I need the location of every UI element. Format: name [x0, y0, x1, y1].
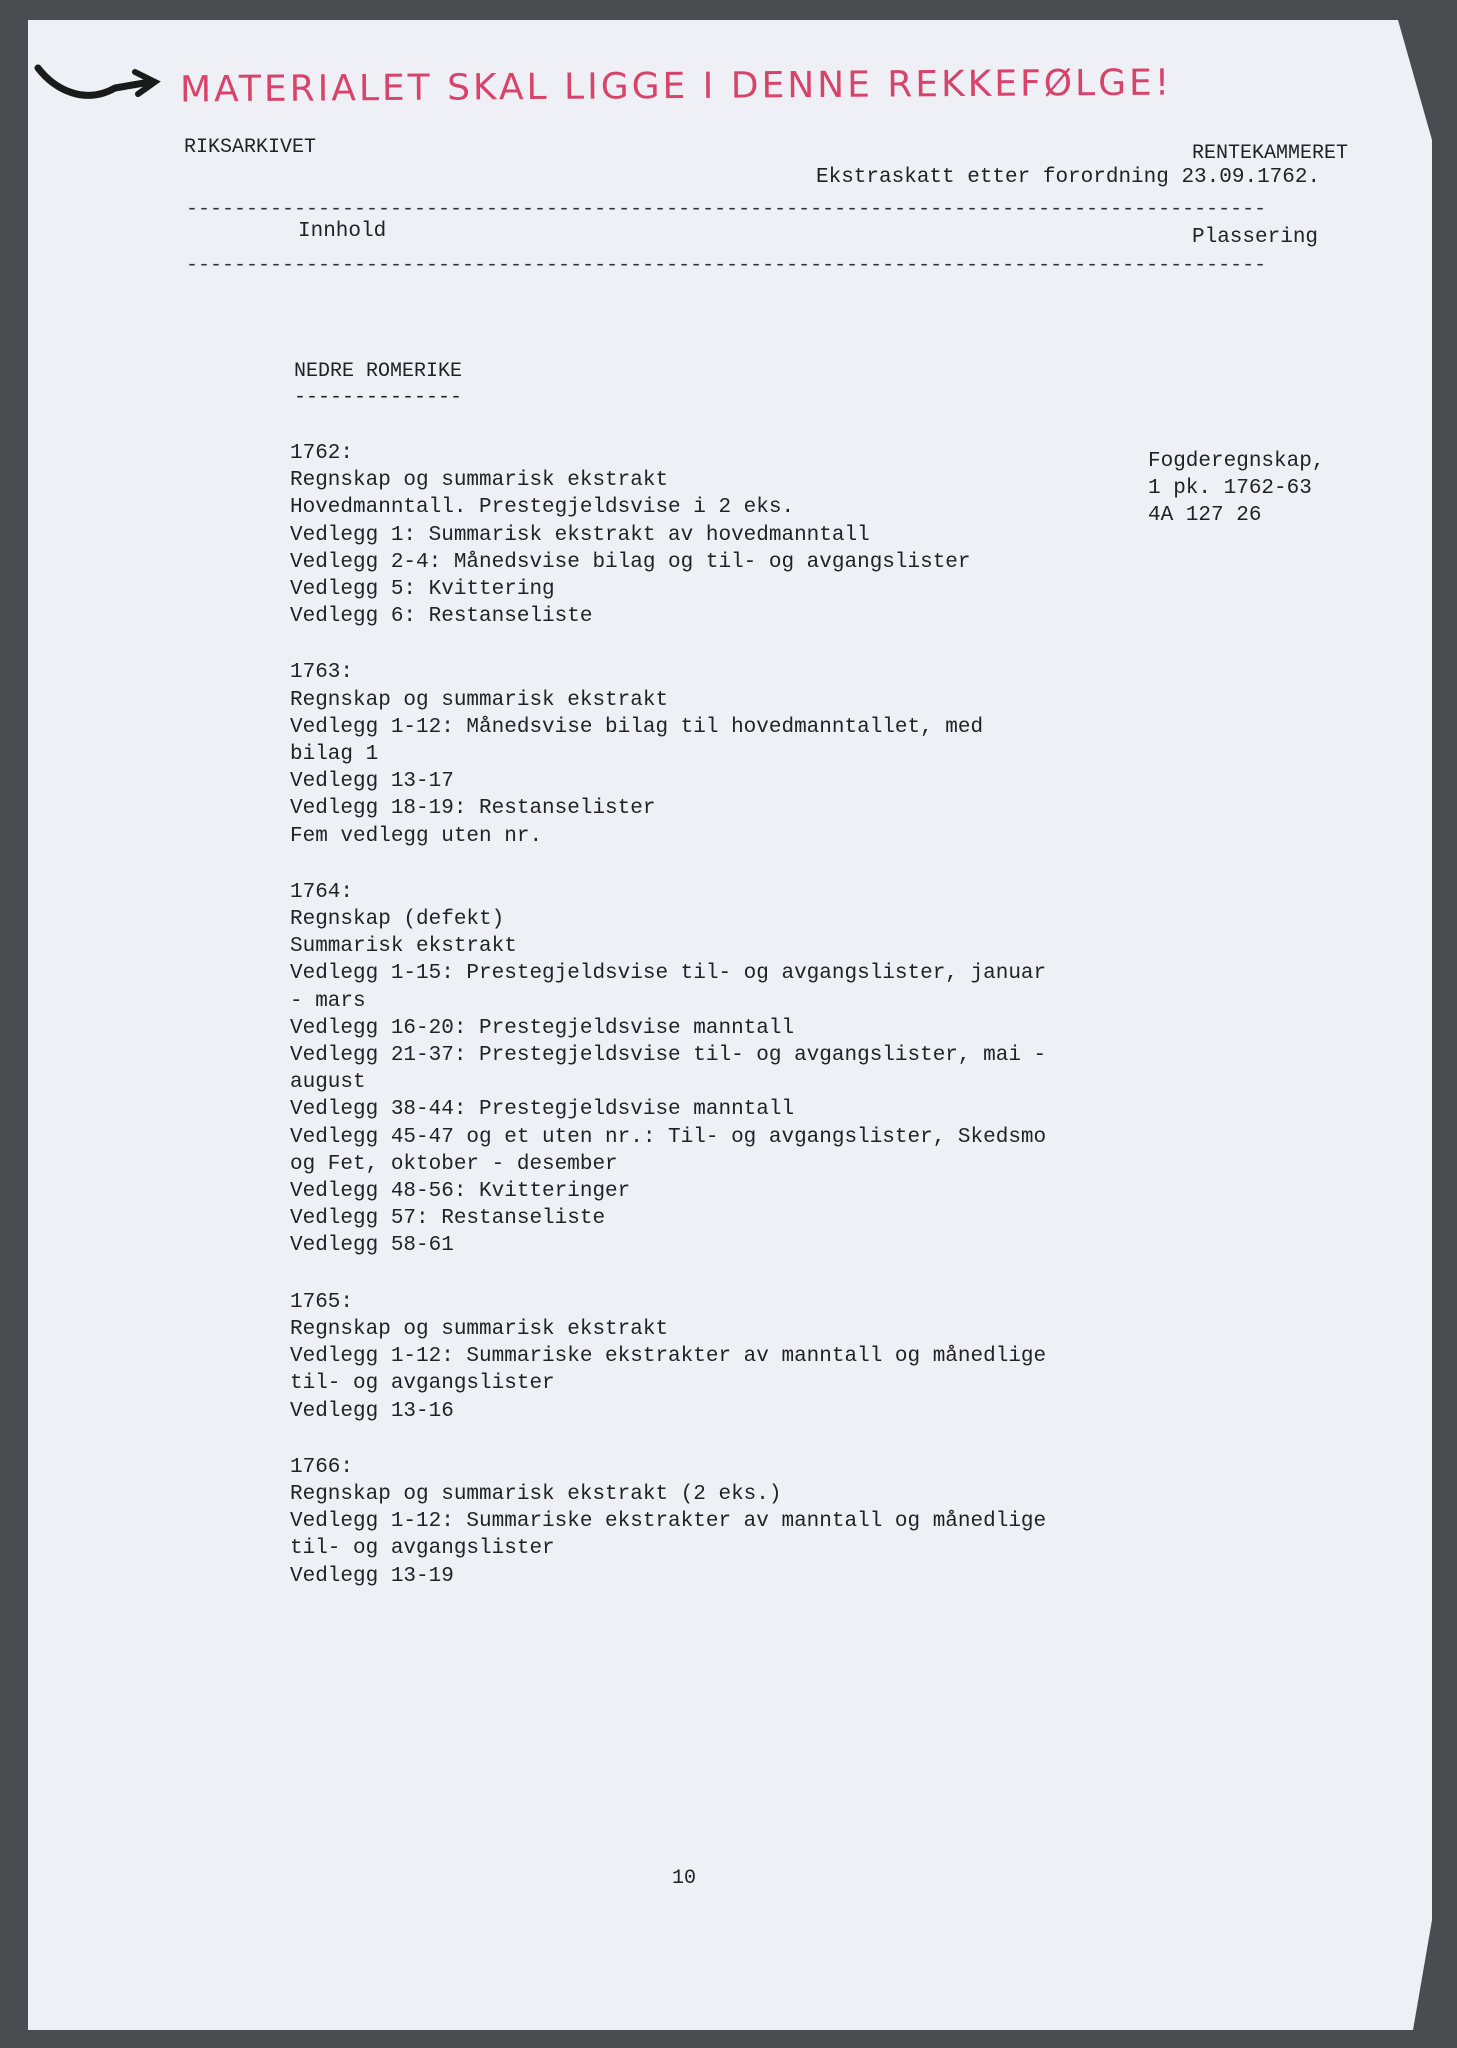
year-section [290, 879, 1170, 1260]
placement-block [1148, 448, 1324, 529]
section-line: Vedlegg 45-47 og et uten nr.: Til- og avgangslister, Skedsmo [290, 1125, 1047, 1149]
section-line: Vedlegg 1-12: Summariske ekstrakter av manntall og månedlige [290, 1345, 1047, 1369]
section-line: til- og avgangslister [290, 1537, 555, 1561]
subtitle: Ekstraskatt etter forordning 23.09.1762. [816, 166, 1321, 189]
section-line: Vedlegg 13-17 [290, 770, 454, 794]
section-line: Vedlegg 13-19 [290, 1564, 454, 1588]
hand-drawn-arrow-icon [30, 60, 170, 120]
section-year: 1765: [290, 1290, 354, 1314]
section-line: Vedlegg 21-37: Prestegjeldsvise til- og avgangslister, mai - [290, 1044, 1047, 1068]
section-line: Vedlegg 16-20: Prestegjeldsvise manntall [290, 1016, 795, 1040]
section-line: Vedlegg 38-44: Prestegjeldsvise manntall [290, 1098, 795, 1122]
section-line: Vedlegg 1: Summarisk ekstrakt av hovedmanntall [290, 523, 870, 547]
divider-top: ------------------------------------------------------------------------------------------ [186, 198, 1267, 221]
page-number: 10 [672, 1867, 697, 1890]
section-line: Vedlegg 58-61 [290, 1234, 454, 1258]
section-line: Vedlegg 1-12: Månedsvise bilag til hovedmanntallet, med [290, 715, 984, 739]
section-year: 1763: [290, 661, 354, 685]
year-section [290, 1289, 1170, 1425]
section-line: Regnskap og summarisk ekstrakt [290, 1317, 669, 1341]
section-line: august [290, 1071, 366, 1095]
year-section [290, 659, 1170, 849]
archive-label: RIKSARKIVET [184, 136, 317, 159]
region-underline: -------------- [294, 386, 463, 409]
section-line: Regnskap og summarisk ekstrakt [290, 688, 669, 712]
section-line: Vedlegg 57: Restanseliste [290, 1207, 606, 1231]
placement-line: Fogderegnskap, [1148, 450, 1325, 473]
section-line: Vedlegg 1-15: Prestegjeldsvise til- og avgangslister, januar [290, 962, 1047, 986]
section-year: 1762: [290, 442, 354, 465]
section-line: Regnskap og summarisk ekstrakt (2 eks.) [290, 1482, 782, 1506]
section-line: Vedlegg 5: Kvittering [290, 578, 555, 602]
section-line: til- og avgangslister [290, 1372, 555, 1396]
section-line: Summarisk ekstrakt [290, 935, 517, 959]
section-year: 1766: [290, 1455, 354, 1479]
divider-bottom: ------------------------------------------------------------------------------------------ [186, 254, 1267, 277]
section-line: og Fet, oktober - desember [290, 1152, 618, 1176]
placement-line: 1 pk. 1762-63 [1148, 477, 1312, 500]
column-header-contents: Innhold [298, 220, 387, 243]
section-line: - mars [290, 989, 366, 1013]
department-label: RENTEKAMMERET [1192, 142, 1349, 165]
section-line: Vedlegg 2-4: Månedsvise bilag og til- og avgangslister [290, 550, 971, 574]
section-line: Vedlegg 1-12: Summariske ekstrakter av manntall og månedlige [290, 1510, 1047, 1534]
year-section [290, 1454, 1170, 1590]
year-section [290, 440, 1170, 630]
section-line: Fem vedlegg uten nr. [290, 824, 543, 848]
region-title: NEDRE ROMERIKE [294, 360, 463, 383]
section-line: Vedlegg 48-56: Kvitteringer [290, 1180, 631, 1204]
section-line: Regnskap (defekt) [290, 908, 505, 932]
placement-line: 4A 127 26 [1148, 504, 1262, 527]
section-line: Hovedmanntall. Prestegjeldsvise i 2 eks. [290, 496, 795, 520]
section-line: Regnskap og summarisk ekstrakt [290, 469, 669, 493]
section-line: Vedlegg 18-19: Restanselister [290, 797, 656, 821]
section-year: 1764: [290, 880, 354, 904]
handwritten-note: MATERIALET SKAL LIGGE I DENNE REKKEFØLGE! [179, 62, 1173, 111]
column-header-placement: Plassering [1192, 226, 1319, 249]
contents-list [290, 440, 1170, 1619]
section-line: Vedlegg 6: Restanseliste [290, 605, 593, 629]
section-line: Vedlegg 13-16 [290, 1399, 454, 1423]
section-line: bilag 1 [290, 743, 379, 767]
